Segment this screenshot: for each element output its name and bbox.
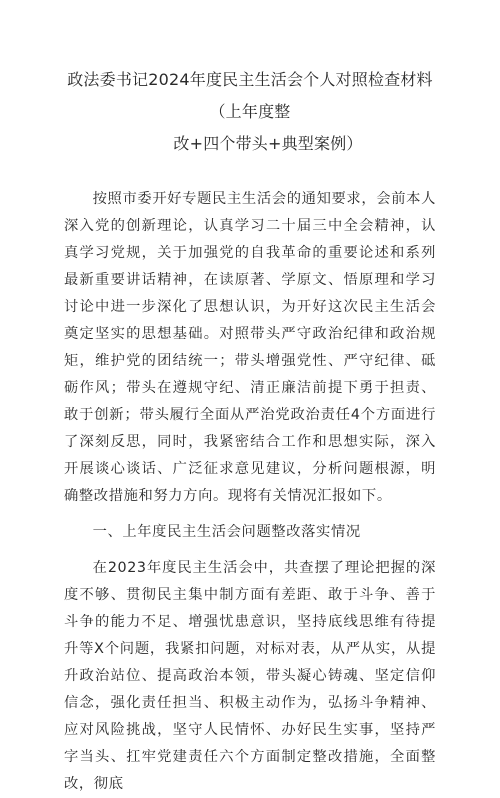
document-title-line-2: 改+四个带头+典型案例） — [173, 134, 363, 153]
section-1-paragraph: 在2023年度民主生活会中，共查摆了理论把握的深度不够、贯彻民主集中制方面有差距、敢于斗争、善于斗争的能力不足、增强忧患意识，坚持底线思维有待提升等X个问题，我紧扣问题，对标对表，从严从实，从提升政治站位、提高政治本领，带头凝心铸魂、坚定信仰信念，强化责任担当、积极主动作为，弘扬斗争精神、应对风险挑战，坚守人民情怀、办好民生实事，坚持严字当头、扛牢党建责任六个方面制定整改措施，全面整改，彻底 — [64, 560, 436, 792]
document-title-line-1: 政法委书记2024年度民主生活会个人对照检查材料（上年度整 — [67, 70, 433, 121]
document-body — [64, 186, 436, 798]
section-heading-1: 一、上年度民主生活会问题整改落实情况 — [92, 524, 361, 540]
document-title — [64, 64, 436, 160]
intro-paragraph: 按照市委开好专题民主生活会的通知要求，会前本人深入党的创新理论，认真学习二十届三中全会精神，认真学习党规，关于加强党的自我革命的重要论述和系列最新重要讲话精神，在读原著、学原文、悟原理和学习讨论中进一步深化了思想认识，为开好这次民主生活会奠定坚实的思想基础。对照带头严守政治纪律和政治规矩，维护党的团结统一；带头增强党性、严守纪律、砥砺作风；带头在遵规守纪、清正廉洁前提下勇于担责、敢于创新；带头履行全面从严治党政治责任4个方面进行了深刻反思，同时，我紧密结合工作和思想实际，深入开展谈心谈话、广泛征求意见建议，分析问题根源，明确整改措施和努力方向。现将有关情况汇报如下。 — [64, 191, 436, 504]
